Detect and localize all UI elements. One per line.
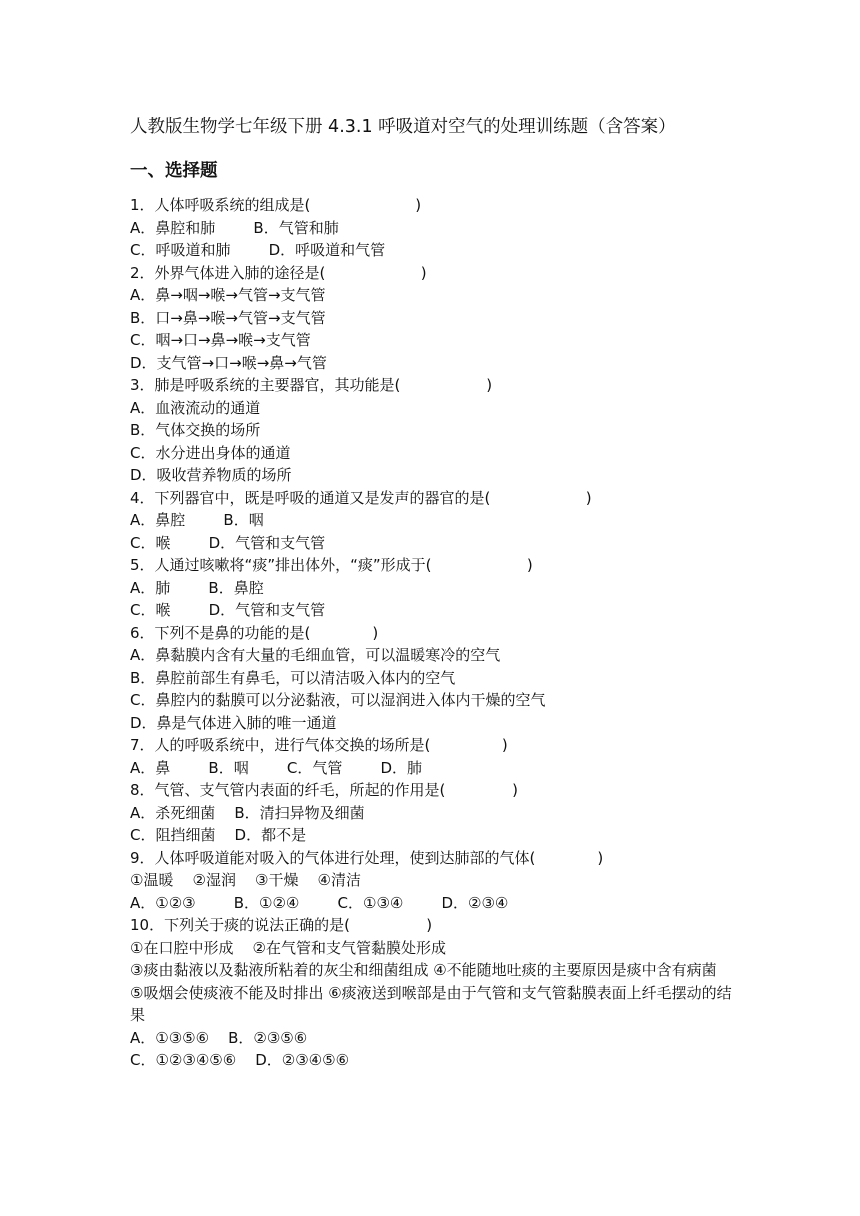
question-1-options-cd: C．呼吸道和肺 D．呼吸道和气管 xyxy=(130,241,386,259)
question-7-options: A．鼻 B．咽 C．气管 D．肺 xyxy=(130,758,423,777)
question-2-option-d: D．支气管→口→喉→鼻→气管 xyxy=(130,353,327,372)
question-9-stem: 9．人体呼吸道能对吸入的气体进行处理，使到达肺部的气体( ) xyxy=(130,848,604,867)
question-8-options-cd: C．阻挡细菌 D．都不是 xyxy=(130,826,307,844)
question-list xyxy=(130,194,740,1072)
question-4-options-cd: C．喉 D．气管和支气管 xyxy=(130,533,326,552)
question-10-statements-12: ①在口腔中形成 ②在气管和支气管黏膜处形成 xyxy=(130,938,446,957)
question-5-options-ab: A．肺 B．鼻腔 xyxy=(130,578,264,597)
section-heading: 一、选择题 xyxy=(130,161,218,181)
question-10-options-cd: C．①②③④⑤⑥ D．②③④⑤⑥ xyxy=(130,1051,350,1069)
question-8-stem: 8．气管、支气管内表面的纤毛，所起的作用是( ) xyxy=(130,781,519,799)
question-3-option-d: D．吸收营养物质的场所 xyxy=(130,466,292,484)
question-5-stem: 5．人通过咳嗽将“痰”排出体外，“痰”形成于( ) xyxy=(130,556,533,574)
question-9-options: A．①②③ B．①②④ C．①③④ D．②③④ xyxy=(130,893,509,912)
question-10-statements-34: ③痰由黏液以及黏液所粘着的灰尘和细菌组成 ④不能随地吐痰的主要原因是痰中含有病菌 xyxy=(130,961,717,979)
question-3-option-b: B．气体交换的场所 xyxy=(130,421,261,439)
question-10-statements-56: ⑤吸烟会使痰液不能及时排出 ⑥痰液送到喉部是由于气管和支气管黏膜表面上纤毛摆动的结果 xyxy=(130,983,732,1024)
question-2-option-b: B．口→鼻→喉→气管→支气管 xyxy=(130,308,326,327)
question-9-statements: ①温暖 ②湿润 ③干燥 ④清洁 xyxy=(130,871,362,889)
question-2-option-a: A．鼻→咽→喉→气管→支气管 xyxy=(130,286,326,304)
question-3-option-a: A．血液流动的通道 xyxy=(130,398,261,417)
document-title: 人教版生物学七年级下册 4.3.1 呼吸道对空气的处理训练题（含答案） xyxy=(130,117,676,137)
question-4-stem: 4．下列器官中，既是呼吸的通道又是发声的器官的是( ) xyxy=(130,488,592,507)
question-6-option-d: D．鼻是气体进入肺的唯一通道 xyxy=(130,713,337,732)
question-2-stem: 2．外界气体进入肺的途径是( ) xyxy=(130,263,427,282)
question-1-stem: 1．人体呼吸系统的组成是( ) xyxy=(130,196,422,214)
question-10-stem: 10．下列关于痰的说法正确的是( ) xyxy=(130,916,433,934)
question-6-option-a: A．鼻黏膜内含有大量的毛细血管，可以温暖寒冷的空气 xyxy=(130,646,501,664)
question-2-option-c: C．咽→口→鼻→喉→支气管 xyxy=(130,331,311,349)
question-5-options-cd: C．喉 D．气管和支气管 xyxy=(130,601,326,619)
question-4-options-ab: A．鼻腔 B．咽 xyxy=(130,511,264,529)
question-7-stem: 7．人的呼吸系统中，进行气体交换的场所是( ) xyxy=(130,736,508,754)
question-8-options-ab: A．杀死细菌 B．清扫异物及细菌 xyxy=(130,803,365,822)
question-3-stem: 3．肺是呼吸系统的主要器官，其功能是( ) xyxy=(130,376,493,394)
question-1-options-ab: A．鼻腔和肺 B．气管和肺 xyxy=(130,218,339,237)
question-6-option-c: C．鼻腔内的黏膜可以分泌黏液，可以湿润进入体内干燥的空气 xyxy=(130,691,546,709)
question-6-stem: 6．下列不是鼻的功能的是( ) xyxy=(130,623,379,642)
question-3-option-c: C．水分进出身体的通道 xyxy=(130,443,291,462)
question-6-option-b: B．鼻腔前部生有鼻毛，可以清洁吸入体内的空气 xyxy=(130,668,456,687)
question-10-options-ab: A．①③⑤⑥ B．②③⑤⑥ xyxy=(130,1028,308,1047)
